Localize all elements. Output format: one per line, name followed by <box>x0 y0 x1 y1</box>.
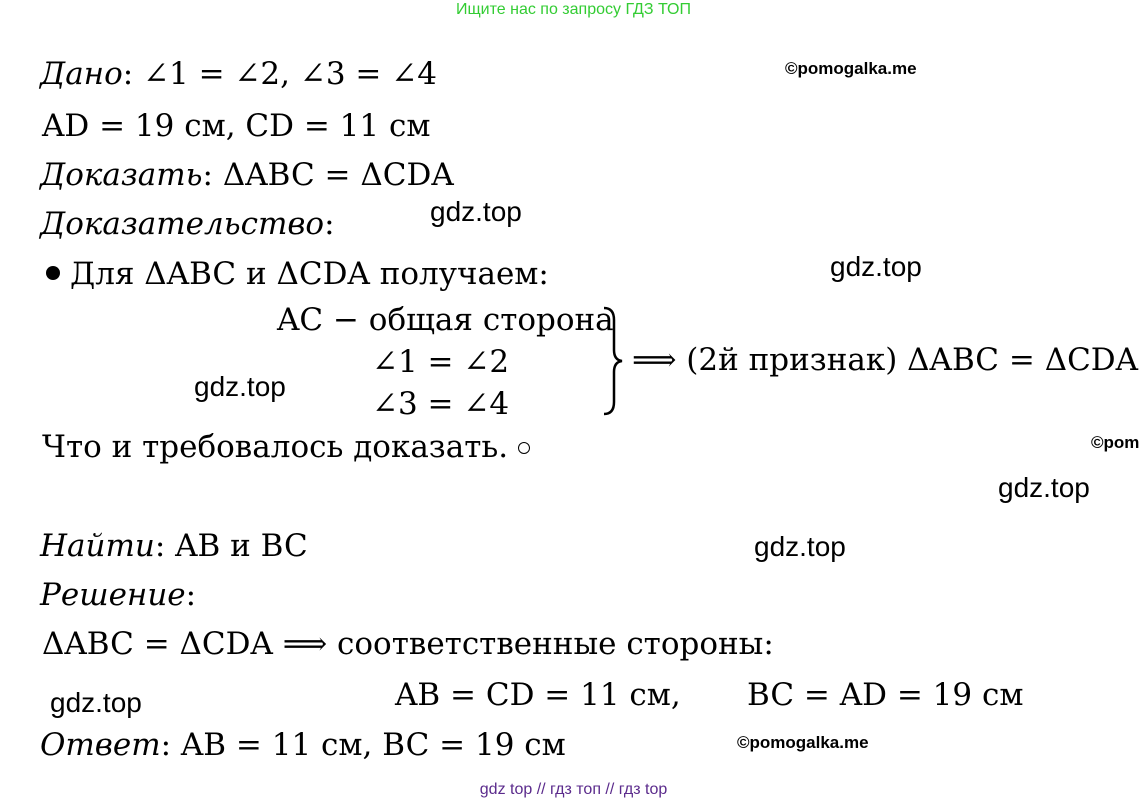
solution-line-1: ΔABC = ΔCDA ⟹ соответственные стороны: <box>42 626 774 662</box>
watermark-gdz: gdz.top <box>754 531 846 562</box>
qed-line <box>42 429 530 465</box>
given-angles-line <box>40 56 437 92</box>
solution-label: Решение <box>40 577 186 613</box>
given-label: Дано <box>40 56 123 92</box>
proof-intro: Для ΔABC и ΔCDA получаем: <box>70 256 549 292</box>
solution-eq-1: AB = CD = 11 см, <box>395 677 681 713</box>
prove-statement: : ΔABC = ΔCDA <box>202 157 454 193</box>
find-line <box>40 528 308 564</box>
solution-label-line <box>40 577 196 613</box>
qed-circle-icon <box>518 442 530 454</box>
solution-label-colon: : <box>185 577 197 613</box>
proof-label: Доказательство <box>40 206 325 242</box>
watermark-gdz: gdz.top <box>430 196 522 227</box>
find-label: Найти <box>40 528 155 564</box>
right-brace-icon <box>600 306 626 416</box>
given-sides: AD = 19 см, CD = 11 см <box>42 108 431 144</box>
answer-label: Ответ <box>40 727 161 763</box>
qed-text: Что и требовалось доказать. <box>42 429 509 465</box>
proof-label-colon: : <box>324 206 335 242</box>
system-line-3: ∠3 = ∠4 <box>372 386 510 422</box>
watermark-gdz: gdz.top <box>50 687 142 718</box>
footer-links: gdz top // гдз топ // гдз top <box>479 781 668 798</box>
find-statement: : AB и BC <box>154 528 308 564</box>
top-banner: Ищите нас по запросу ГДЗ ТОП <box>456 1 691 18</box>
answer-line <box>40 727 566 763</box>
prove-line <box>40 157 454 193</box>
watermark-pomogalka: ©pomogalka.me <box>785 59 917 78</box>
watermark-pomogalka-cut: ©pom <box>1091 433 1140 452</box>
watermark-gdz: gdz.top <box>998 472 1090 503</box>
watermark-pomogalka: ©pomogalka.me <box>737 733 869 752</box>
proof-label-line <box>40 206 335 242</box>
watermark-gdz: gdz.top <box>194 371 286 402</box>
given-angles: : ∠1 = ∠2, ∠3 = ∠4 <box>122 56 437 92</box>
watermark-gdz: gdz.top <box>830 251 922 282</box>
prove-label: Доказать <box>40 157 203 193</box>
system-line-2: ∠1 = ∠2 <box>372 344 510 380</box>
solution-eq-2: BC = AD = 19 см <box>747 677 1024 713</box>
bullet-icon <box>46 266 60 280</box>
proof-intro-line <box>46 256 549 292</box>
system-conclusion: ⟹ (2й признак) ΔABC = ΔCDA <box>632 342 1139 378</box>
answer-statement: : AB = 11 см, BC = 19 см <box>160 727 566 763</box>
system-line-1: AC − общая сторона <box>277 302 614 338</box>
